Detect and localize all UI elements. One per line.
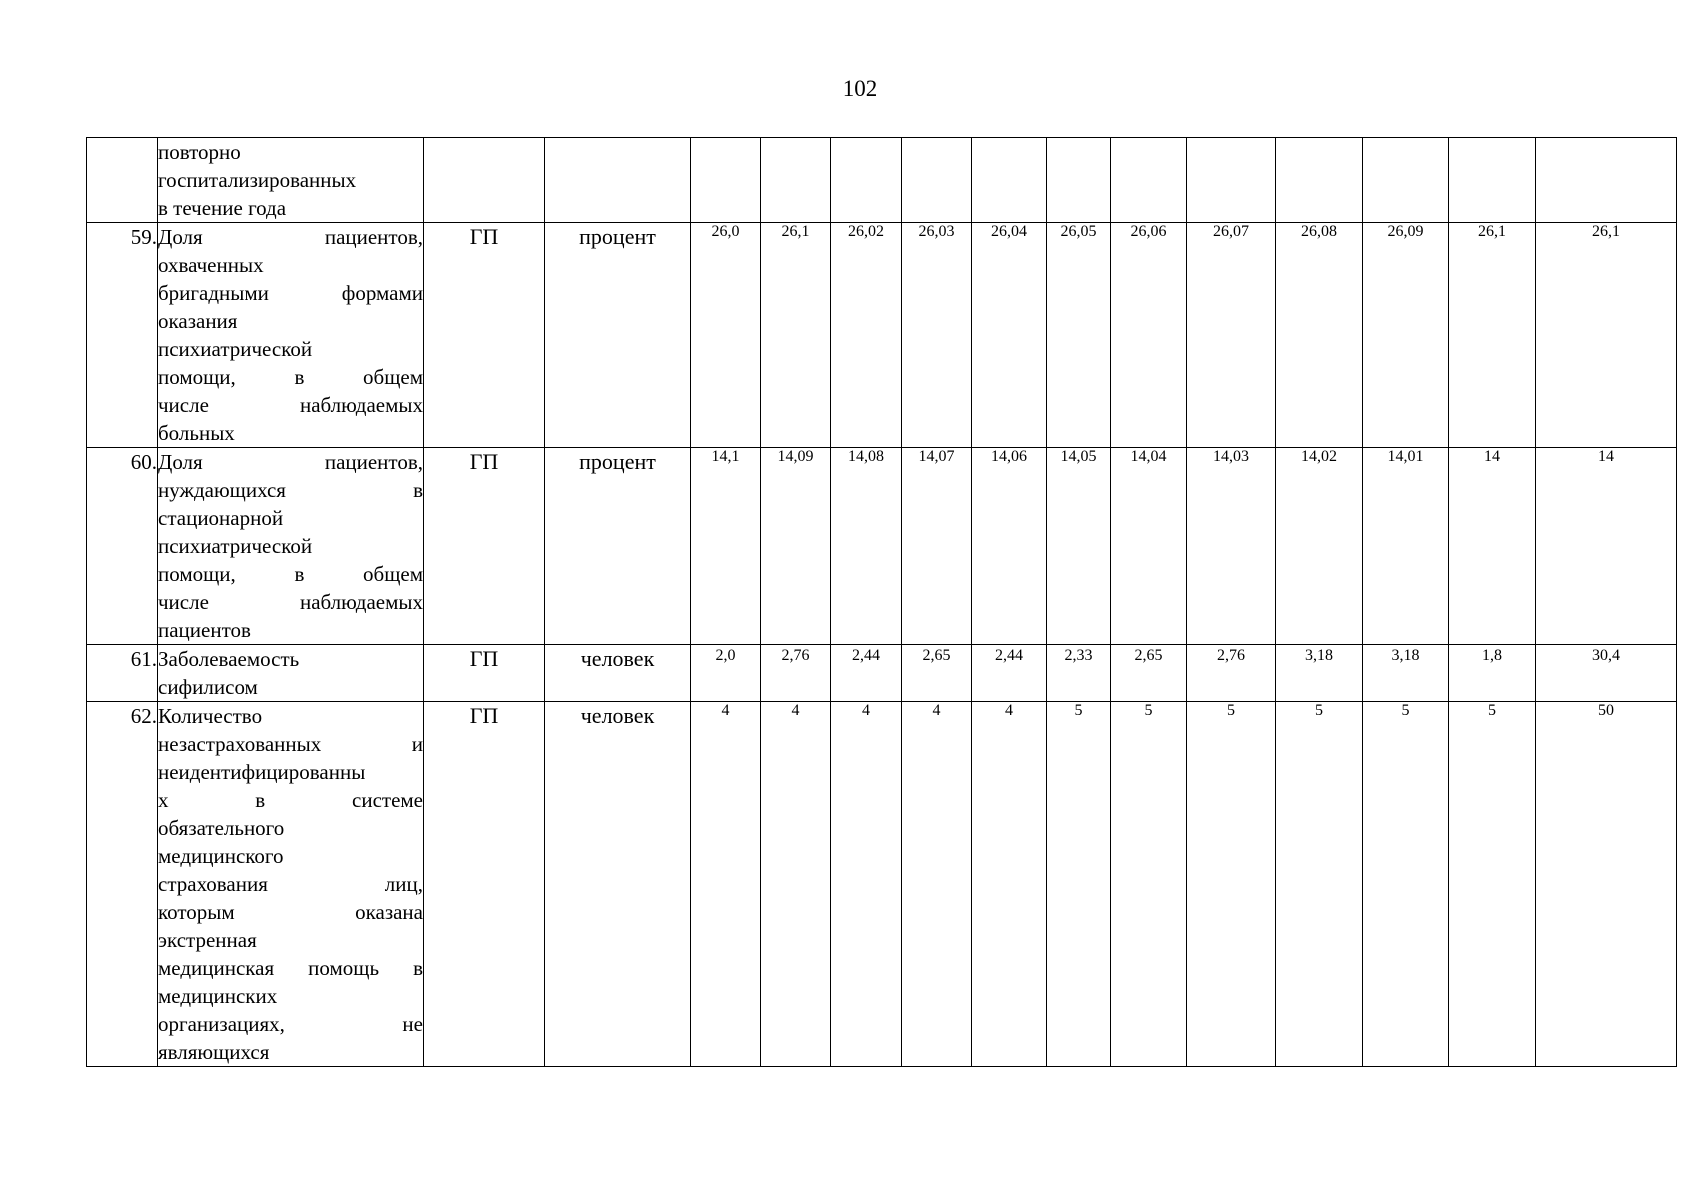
indicator-name-line: охваченных — [158, 253, 264, 277]
indicator-name-line: страхования лиц, — [158, 872, 423, 896]
value-cell: 14,06 — [972, 448, 1047, 645]
value-cell: 30,4 — [1536, 645, 1677, 702]
value-cell — [1276, 138, 1363, 223]
value-cell: 14,1 — [691, 448, 761, 645]
value-cell: 2,44 — [972, 645, 1047, 702]
indicator-name-line: медицинская помощь в — [158, 956, 423, 980]
value-cell: 26,04 — [972, 223, 1047, 448]
value-cell — [902, 138, 972, 223]
row-number — [87, 138, 158, 223]
indicators-table — [86, 137, 1677, 1067]
value-cell: 26,03 — [902, 223, 972, 448]
indicator-name-line: Доля пациентов, — [158, 225, 423, 249]
indicator-name-line: больных — [158, 421, 235, 445]
indicator-name-line: которым оказана — [158, 900, 423, 924]
program-code: ГП — [424, 448, 545, 645]
value-cell: 4 — [972, 702, 1047, 1067]
indicator-name-line: числе наблюдаемых — [158, 590, 423, 614]
table-row — [87, 138, 1677, 223]
program-code: ГП — [424, 645, 545, 702]
value-cell: 3,18 — [1276, 645, 1363, 702]
value-cell: 26,1 — [1449, 223, 1536, 448]
value-cell — [1111, 138, 1187, 223]
indicator-name-line: сифилисом — [158, 675, 258, 699]
program-code: ГП — [424, 702, 545, 1067]
indicator-name-line: медицинских — [158, 984, 278, 1008]
value-cell: 14,04 — [1111, 448, 1187, 645]
program-code: ГП — [424, 223, 545, 448]
table-row — [87, 645, 1677, 702]
value-cell: 26,1 — [1536, 223, 1677, 448]
indicator-name-line: бригадными формами — [158, 281, 423, 305]
indicator-name-line: стационарной — [158, 506, 284, 530]
indicator-name-line: незастрахованных и — [158, 732, 423, 756]
value-cell: 3,18 — [1363, 645, 1449, 702]
value-cell — [691, 138, 761, 223]
indicator-name-line: оказания — [158, 309, 238, 333]
value-cell: 4 — [761, 702, 831, 1067]
value-cell: 26,08 — [1276, 223, 1363, 448]
value-cell: 2,33 — [1047, 645, 1111, 702]
table-body — [87, 138, 1677, 1067]
value-cell: 26,1 — [761, 223, 831, 448]
indicator-name-line: Количество — [158, 704, 263, 728]
value-cell — [1363, 138, 1449, 223]
value-cell: 5 — [1449, 702, 1536, 1067]
row-number: 59. — [87, 223, 158, 448]
value-cell: 14 — [1536, 448, 1677, 645]
value-cell: 2,65 — [902, 645, 972, 702]
unit-of-measure: процент — [545, 448, 691, 645]
value-cell: 26,09 — [1363, 223, 1449, 448]
value-cell: 5 — [1187, 702, 1276, 1067]
program-code — [424, 138, 545, 223]
value-cell: 14,01 — [1363, 448, 1449, 645]
indicator-name-line: медицинского — [158, 844, 284, 868]
value-cell: 50 — [1536, 702, 1677, 1067]
indicator-name-line: Заболеваемость — [158, 647, 300, 671]
indicator-name-line: х в системе — [158, 788, 423, 812]
unit-of-measure: процент — [545, 223, 691, 448]
indicator-name-line: являющихся — [158, 1040, 270, 1064]
value-cell — [831, 138, 902, 223]
value-cell: 26,06 — [1111, 223, 1187, 448]
value-cell: 5 — [1111, 702, 1187, 1067]
value-cell: 14,02 — [1276, 448, 1363, 645]
value-cell: 14,03 — [1187, 448, 1276, 645]
value-cell — [1536, 138, 1677, 223]
value-cell: 4 — [691, 702, 761, 1067]
value-cell: 26,05 — [1047, 223, 1111, 448]
value-cell: 14,05 — [1047, 448, 1111, 645]
row-number: 60. — [87, 448, 158, 645]
indicator-name — [158, 138, 424, 223]
unit-of-measure — [545, 138, 691, 223]
indicator-name-line: повторно — [158, 140, 241, 164]
indicator-name-line: обязательного — [158, 816, 285, 840]
row-number: 62. — [87, 702, 158, 1067]
value-cell — [1187, 138, 1276, 223]
indicator-name-line: организациях, не — [158, 1012, 423, 1036]
value-cell: 5 — [1363, 702, 1449, 1067]
value-cell: 14,09 — [761, 448, 831, 645]
value-cell: 2,44 — [831, 645, 902, 702]
value-cell: 2,76 — [761, 645, 831, 702]
indicator-name — [158, 702, 424, 1067]
value-cell — [1047, 138, 1111, 223]
value-cell: 2,65 — [1111, 645, 1187, 702]
indicator-name — [158, 448, 424, 645]
value-cell: 2,0 — [691, 645, 761, 702]
value-cell: 26,02 — [831, 223, 902, 448]
indicator-name — [158, 223, 424, 448]
value-cell — [761, 138, 831, 223]
value-cell: 14,08 — [831, 448, 902, 645]
value-cell: 5 — [1047, 702, 1111, 1067]
indicator-name-line: нуждающихся в — [158, 478, 423, 502]
value-cell: 14,07 — [902, 448, 972, 645]
indicator-name-line: психиатрической — [158, 534, 313, 558]
value-cell: 1,8 — [1449, 645, 1536, 702]
value-cell: 2,76 — [1187, 645, 1276, 702]
indicator-name — [158, 645, 424, 702]
value-cell: 4 — [902, 702, 972, 1067]
value-cell: 14 — [1449, 448, 1536, 645]
page-number: 102 — [842, 76, 878, 101]
indicator-name-line: помощи, в общем — [158, 365, 423, 389]
unit-of-measure: человек — [545, 645, 691, 702]
indicator-name-line: числе наблюдаемых — [158, 393, 423, 417]
row-number: 61. — [87, 645, 158, 702]
table-row — [87, 223, 1677, 448]
indicator-name-line: психиатрической — [158, 337, 313, 361]
indicator-name-line: экстренная — [158, 928, 257, 952]
unit-of-measure: человек — [545, 702, 691, 1067]
indicator-name-line: в течение года — [158, 196, 287, 220]
indicator-name-line: госпитализированных — [158, 168, 357, 192]
table-row — [87, 702, 1677, 1067]
indicator-name-line: помощи, в общем — [158, 562, 423, 586]
table-row — [87, 448, 1677, 645]
value-cell — [972, 138, 1047, 223]
indicator-name-line: неидентифицированны — [158, 760, 366, 784]
value-cell — [1449, 138, 1536, 223]
indicator-name-line: Доля пациентов, — [158, 450, 423, 474]
indicator-name-line: пациентов — [158, 618, 251, 642]
value-cell: 26,0 — [691, 223, 761, 448]
value-cell: 5 — [1276, 702, 1363, 1067]
value-cell: 4 — [831, 702, 902, 1067]
value-cell: 26,07 — [1187, 223, 1276, 448]
